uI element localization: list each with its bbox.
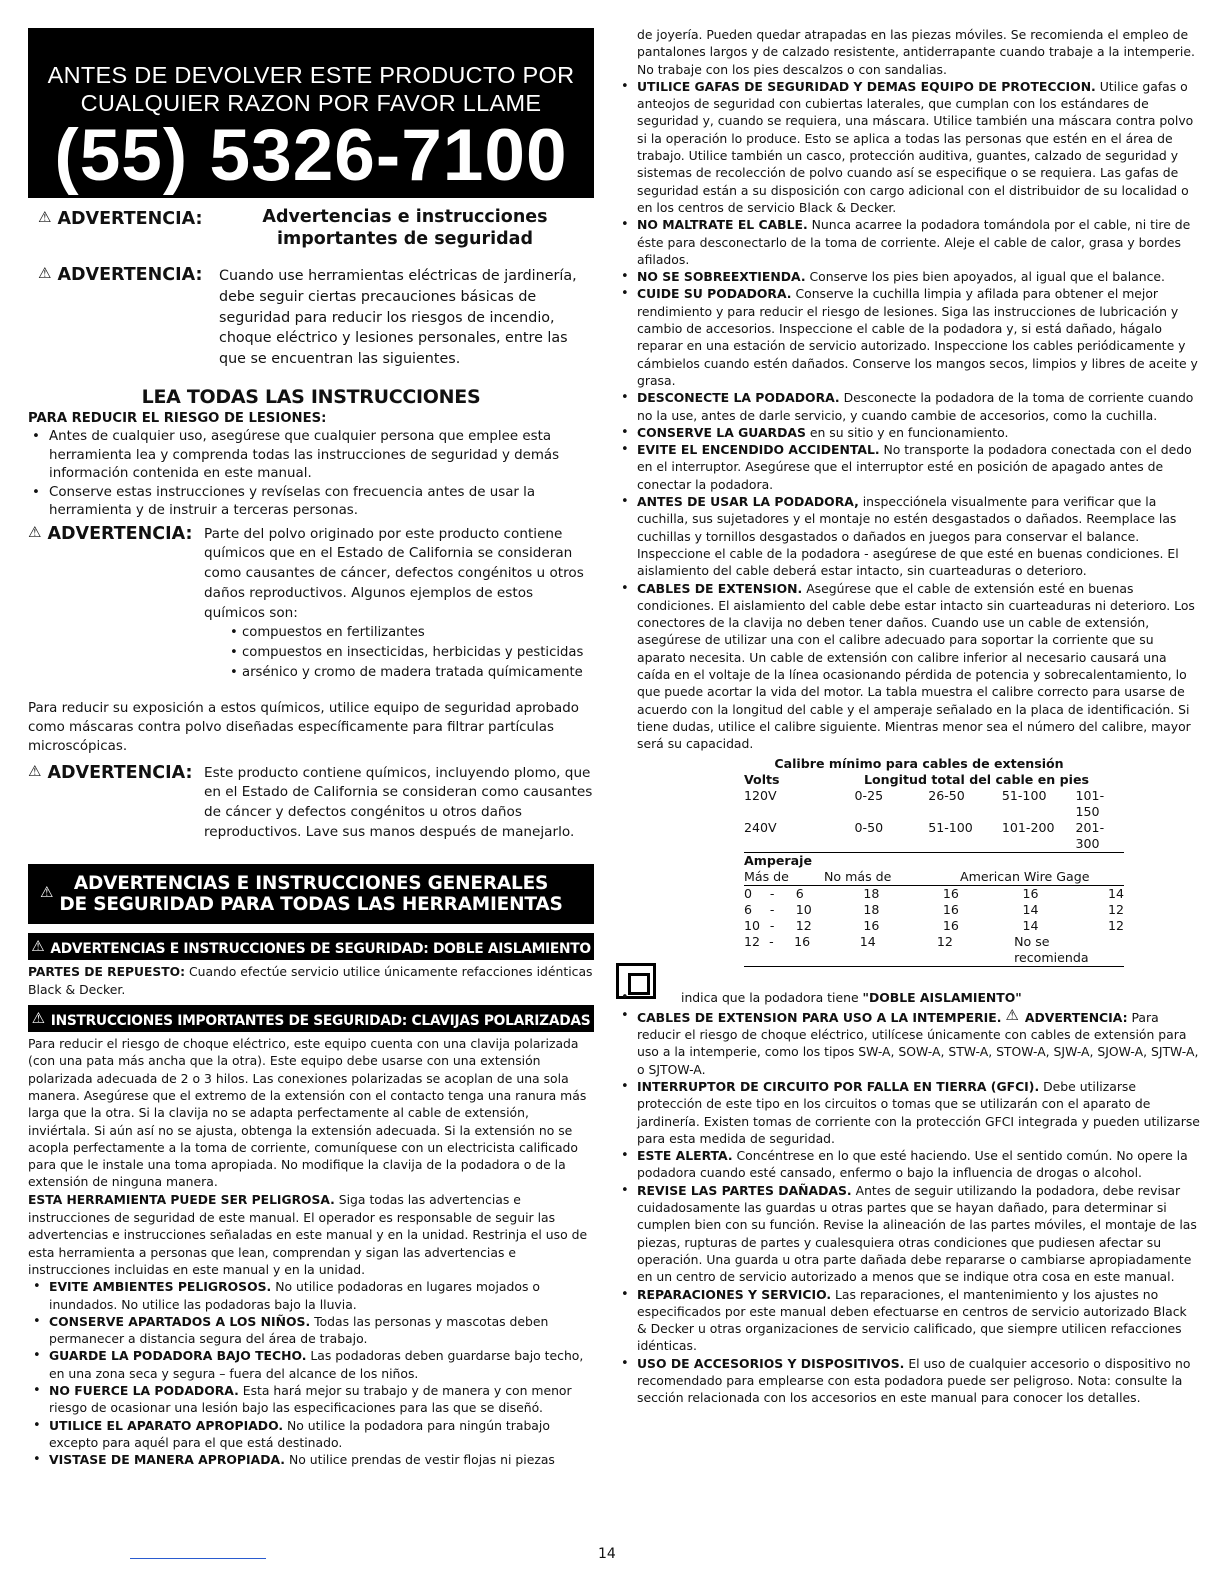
item-label: CABLES DE EXTENSION PARA USO A LA INTEMPERIE.	[637, 1009, 1002, 1025]
warning-lead	[28, 762, 594, 858]
item-text: Las podadoras deben guardarse bajo techo, en una zona seca y segura – fuera del alcance de los niños.	[49, 1348, 584, 1381]
amperage-header: Amperaje	[744, 853, 812, 869]
item-label: INTERRUPTOR DE CIRCUITO POR FALLA EN TIERRA (GFCI).	[637, 1078, 1040, 1094]
table-cell: 26-50	[928, 788, 965, 804]
clothing-continued: de joyería. Pueden quedar atrapadas en las piezas móviles. Se recomienda el empleo de pantalones largos y de calzado resistente, antiderrapante cuando trabaje a la intemperie. No trabaje con los pies descalzos o con sandalias.	[637, 27, 1195, 77]
list-item	[28, 1313, 594, 1348]
table-cell: No se recomienda	[1014, 934, 1089, 966]
item-text: Conserve la cuchilla limpia y afilada para obtener el mejor rendimiento y para reducir el riesgo de lesiones. Siga las instrucciones de lubricación y cambio de accesorios. Inspeccione el cable de la podadora y, si está dañado, hágalo reparar en una estación de servicio autorizado. Inspeccione los cables periódicamente y cámbielos cuando estén dañados. Conserve los mangos secos, limpios y libres de aceite y grasa.	[637, 286, 1198, 388]
item-text: Todas las personas y mascotas deben permanecer a distancia segura del área de trabajo.	[49, 1313, 549, 1347]
warning-triangle-icon: ⚠	[31, 936, 45, 955]
general-bar-line-1: ADVERTENCIAS E INSTRUCCIONES GENERALES	[73, 872, 549, 894]
banner-line-2: CUALQUIER RAZON POR FAVOR LLAME	[80, 90, 542, 116]
list-item	[28, 1382, 594, 1417]
list-item	[616, 1355, 1200, 1407]
list-item	[616, 389, 1200, 424]
table-cell: 16	[794, 934, 811, 950]
volts-header: Volts	[744, 772, 780, 788]
footer-rule	[130, 1558, 266, 1559]
item-label: ESTE ALERTA.	[637, 1148, 733, 1164]
general-bar-line-2: DE SEGURIDAD PARA TODAS LAS HERRAMIENTAS	[59, 893, 563, 915]
warning-precautions	[28, 262, 594, 382]
right-safety-list-2	[616, 989, 1200, 1406]
chemicals-list	[204, 623, 594, 682]
double-insulation-text: indica que la podadora tiene	[681, 990, 859, 1006]
item-label: USO DE ACCESORIOS Y DISPOSITIVOS.	[637, 1355, 905, 1371]
table-cell: 51-100	[928, 820, 973, 836]
table-cell: 101-200	[1001, 820, 1055, 836]
item-label: NO FUERCE LA PODADORA.	[49, 1383, 239, 1399]
table-cell: 16	[863, 918, 880, 934]
item-label: CUIDE SU PODADORA.	[637, 286, 792, 302]
table-cell: 14	[859, 934, 876, 950]
list-item	[28, 1451, 594, 1468]
warning-important	[28, 206, 594, 252]
table-row	[744, 902, 1124, 918]
list-item	[616, 216, 1200, 268]
warning-label: ADVERTENCIA:	[57, 209, 203, 229]
right-safety-list	[616, 78, 1200, 753]
item-text: Esta hará mejor su trabajo y de manera y con menor riesgo de ocasionar una lesión bajo las especificaciones para las que se diseñó.	[49, 1383, 572, 1416]
list-item	[616, 441, 1200, 493]
list-item	[616, 78, 1200, 216]
item-text: Utilice gafas o anteojos de seguridad con cubiertas laterales, que cumplan con los estándares de seguridad y, cuando se requiera, una máscara. Utilice también una máscara contra polvo si la operación lo produce. Esto se aplica a todas las personas que estén en el área de trabajo. Utilice también un casco, protección auditiva, guantes, calzado de seguridad y sistemas de recolección de polvo cuando así se especifique o se requiera. Las gafas de seguridad están a su disposición con cargo adicional con el distribuidor de su localidad o en los centros de servicio Black & Decker.	[637, 78, 1194, 215]
table-cell: 12	[1107, 918, 1125, 934]
polarized-bar-text: INSTRUCCIONES IMPORTANTES DE SEGURIDAD: CLAVIJAS POLARIZADAS	[50, 1013, 591, 1030]
warning-label: ADVERTENCIA:	[47, 762, 193, 783]
right-column	[616, 26, 1200, 1407]
awg-header: American Wire Gage	[960, 869, 1090, 885]
table-cell: 51-100	[1001, 788, 1047, 804]
item-text: Antes de seguir utilizando la podadora, debe revisar cuidadosamente las guardas u otras partes que se hayan dañado, para determinar si cumplen bien con su función. Revise la alineación de las partes móviles, el montaje de las piezas, rupturas de partes y cualesquiera otras condiciones que pudiesen afectar su operación. Una guarda u otra parte dañada debe repararse o cambiarse apropiadamente en un centro de servicio autorizado a menos que se indique otra cosa en este manual.	[637, 1182, 1197, 1285]
table-cell: 14	[1107, 886, 1125, 902]
table-cell: -	[769, 918, 775, 934]
double-insulation-bar	[28, 933, 594, 960]
replacement-parts-label: PARTES DE REPUESTO:	[28, 964, 186, 979]
list-item	[616, 989, 1200, 1006]
table-cell: 12	[795, 918, 812, 934]
table-cell: 101-150	[1075, 788, 1105, 820]
warning-triangle-icon: ⚠	[38, 208, 52, 226]
table-cell: 14	[1022, 918, 1039, 934]
exposure-text: Para reducir su exposición a estos químicos, utilice equipo de seguridad aprobado como máscaras contra polvo diseñadas específicamente para filtrar partículas microscópicas.	[28, 700, 579, 754]
dangerous-tool	[28, 1191, 594, 1278]
list-item	[616, 493, 1200, 579]
item-label: UTILICE EL APARATO APROPIADO.	[49, 1417, 284, 1433]
list-item	[28, 1417, 594, 1452]
table-cell: 16	[1022, 886, 1039, 902]
table-cell: -	[769, 886, 775, 902]
item-text: Asegúrese que el cable de extensión esté en buenas condiciones. El aislamiento del cable debe estar intacto sin cuarteaduras ni deterioro. Los conectores de la clavija no deben tener daños. Cuando use un cable de extensión, asegúrese de utilizar una con el calibre adecuado para soportar la corriente que su aparato necesita. Un cable de extensión con calibre inferior al necesario causará una caída en el voltaje de la línea ocasionando pérdida de potencia y sobrecalentamiento, lo que puede acortar la vida del motor. La tabla muestra el calibre correcto para usarse de acuerdo con la longitud del cable y el amperaje señalado en la placa de identificación. Si tiene dudas, utilice el calibre siguiente. Mientras menor sea el número del calibre, mayor será su capacidad.	[637, 580, 1195, 752]
item-text: No utilice podadoras en lugares mojados o inundados. No utilice las podadoras bajo la lluvia.	[49, 1279, 540, 1312]
item-label: REVISE LAS PARTES DAÑADAS.	[637, 1182, 852, 1198]
list-item: • Conserve estas instrucciones y revíselas con frecuencia antes de usar la herramienta y de instruir a terceras personas.	[28, 484, 594, 521]
table-cell: -	[769, 902, 775, 918]
table-row	[744, 820, 1124, 853]
warning-triangle-icon: ⚠	[40, 882, 54, 901]
list-item	[616, 1286, 1200, 1355]
table-cell: 12	[744, 934, 761, 950]
list-item	[616, 1147, 1200, 1182]
extension-cord-table	[744, 756, 1124, 967]
warning-triangle-icon: ⚠	[38, 264, 52, 282]
warning-lead-text: Este producto contiene químicos, incluyendo plomo, que en el Estado de California se consideran como causantes de cáncer y defectos congénitos u otros daños reproductivos. Lave sus manos después de manejarlo.	[204, 764, 593, 840]
table-row	[744, 788, 1124, 820]
page-number: 14	[598, 1546, 616, 1562]
left-safety-list	[28, 1278, 594, 1468]
warning-title-1: Advertencias e instrucciones	[262, 207, 548, 227]
return-banner	[28, 28, 594, 198]
list-item: • compuestos en insecticidas, herbicidas y pesticidas	[230, 643, 594, 663]
list-item	[28, 1347, 594, 1382]
item-text: Debe utilizarse protección de este tipo en los circuitos o tomas que se utilizarán con el aparato de jardinería. Existen tomas de corriente con la protección GFCI integrada y pueden utilizarse para esta medida de seguridad.	[637, 1078, 1200, 1146]
reduce-risk-list	[28, 428, 594, 521]
warning-dust-text: Parte del polvo originado por este producto contiene químicos que en el Estado de California se consideran como causantes de cáncer, defectos congénitos u otros daños reproductivos. Algunos ejemplos de estos químicos son:	[204, 525, 584, 621]
list-item	[616, 1007, 1200, 1078]
warning-triangle-icon: ⚠	[31, 1009, 45, 1028]
list-item	[616, 1078, 1200, 1147]
length-header: Longitud total del cable en pies	[864, 772, 1089, 788]
item-text: No utilice la podadora para ningún trabajo excepto para aquél para el que está destinado.	[49, 1417, 550, 1450]
table-row	[744, 918, 1124, 934]
replacement-parts-text: Cuando efectúe servicio utilice únicamente refacciones idénticas Black & Decker.	[28, 963, 593, 997]
item-label: ANTES DE USAR LA PODADORA,	[637, 494, 859, 510]
table-cell: 240V	[744, 820, 777, 836]
table-cell: 12	[936, 934, 953, 950]
item-label: CONSERVE APARTADOS A LOS NIÑOS.	[49, 1313, 311, 1329]
item-label: CONSERVE LA GUARDAS	[637, 424, 806, 440]
item-text: Concéntrese en lo que esté haciendo. Use el sentido común. No opere la podadora cuando esté cansado, enfermo o bajo la influencia de drogas o alcohol.	[637, 1148, 1188, 1181]
table-cell: 6	[744, 902, 753, 918]
item-label: NO MALTRATE EL CABLE.	[637, 217, 808, 233]
item-label: CABLES DE EXTENSION.	[637, 580, 803, 596]
read-all-heading: LEA TODAS LAS INSTRUCCIONES	[141, 386, 481, 408]
item-label: EVITE EL ENCENDIDO ACCIDENTAL.	[637, 442, 880, 458]
warning-dust	[28, 523, 594, 699]
no-more-than-header: No más de	[824, 869, 892, 885]
table-row	[744, 886, 1124, 902]
list-item: • Antes de cualquier uso, asegúrese que cualquier persona que emplee esta herramienta lea y comprenda todas las instrucciones de seguridad y demás información contenida en este manual.	[28, 428, 594, 484]
table-cell: 16	[942, 918, 959, 934]
table-cell: 16	[942, 886, 959, 902]
item-text: Conserve los pies bien apoyados, al igual que el balance.	[809, 269, 1165, 285]
item-text: No transporte la podadora conectada con el dedo en el interruptor. Asegúrese que el interruptor esté en posición de apagado antes de conectar la podadora.	[637, 442, 1192, 492]
dangerous-tool-label: ESTA HERRAMIENTA PUEDE SER PELIGROSA.	[28, 1192, 335, 1207]
table-cell: 10	[744, 918, 761, 934]
warning-triangle-icon: ⚠	[1005, 1005, 1019, 1024]
table-cell: 14	[1022, 902, 1039, 918]
item-label-2: ADVERTENCIA:	[1024, 1009, 1128, 1025]
item-text: No utilice prendas de vestir flojas ni piezas	[288, 1452, 555, 1468]
list-item	[616, 285, 1200, 389]
banner-line-1: ANTES DE DEVOLVER ESTE PRODUCTO POR	[47, 62, 575, 88]
list-item	[28, 1278, 594, 1313]
warning-label: ADVERTENCIA:	[57, 265, 203, 285]
item-label: NO SE SOBREEXTIENDA.	[637, 269, 806, 285]
warning-label: ADVERTENCIA:	[47, 523, 193, 544]
table-cell: 0	[744, 886, 753, 902]
table-subheader-row	[744, 869, 1124, 886]
list-item: • arsénico y cromo de madera tratada químicamente	[230, 663, 594, 683]
table-row	[744, 934, 1124, 967]
double-insulation-label: "DOBLE AISLAMIENTO"	[862, 990, 1022, 1006]
table-header-row	[744, 772, 1124, 788]
warning-triangle-icon: ⚠	[28, 522, 42, 541]
item-label: VISTASE DE MANERA APROPIADA.	[49, 1452, 286, 1468]
warning-triangle-icon: ⚠	[28, 761, 42, 780]
banner-phone: (55) 5326-7100	[54, 115, 568, 196]
item-label: UTILICE GAFAS DE SEGURIDAD Y DEMAS EQUIPO DE PROTECCION.	[637, 78, 1096, 94]
table-cell: 12	[1107, 902, 1125, 918]
double-insulation-note	[616, 989, 1200, 1406]
item-text: El uso de cualquier accesorio o dispositivo no recomendado para emplearse con esta podadora puede ser peligroso. Nota: consulte la sección relacionada con los accesorios en este manual para conocer los detalles.	[637, 1355, 1191, 1406]
dangerous-tool-text: Siga todas las advertencias e instrucciones de seguridad de este manual. El operador es responsable de seguir las advertencias e instrucciones señaladas en este manual y en la unidad. Restrinja el uso de esta herramienta a personas que lean, comprendan y sigan las advertencias e instrucciones incluidas en este manual y en la unidad.	[28, 1191, 588, 1277]
item-label: EVITE AMBIENTES PELIGROSOS.	[49, 1279, 272, 1295]
item-label: DESCONECTE LA PODADORA.	[637, 390, 840, 406]
warning-precautions-text: Cuando use herramientas eléctricas de jardinería, debe seguir ciertas precauciones básicas de seguridad para reducir los riesgos de incendio, choque eléctrico y lesiones personales, entre las que se encuentran las siguientes.	[219, 268, 577, 368]
item-text: Nunca acarree la podadora tomándola por el cable, ni tire de éste para desconectarlo de la toma de corriente. Aleje el cable de calor, grasa y bordes afilados.	[637, 217, 1191, 267]
table-cell: 18	[863, 902, 880, 918]
polarized-text: Para reducir el riesgo de choque eléctrico, este equipo cuenta con una clavija polarizada (con una pata más ancha que la otra). Este equipo debe usarse con una extensión polarizada adecuada de 2 o 3 hilos. Las conexiones polarizadas se acoplan de una sola manera. Asegúrese que el extremo de la extensión con el contacto tenga una ranura más larga que la otra. Si la clavija no se adapta perfectamente al cable de extensión, inviértala. Si aún así no se ajusta, obtenga la extensión adecuada. Si la extensión no se acopla perfectamente a la toma de corriente, comuníquese con un electricista calificado para que le instale una toma apropiada. No modifique la clavija de la podadora o de la extensión de ninguna manera.	[28, 1036, 587, 1190]
table-cell: 6	[795, 886, 804, 902]
item-label: REPARACIONES Y SERVICIO.	[637, 1286, 832, 1302]
table-cell: 201-300	[1075, 820, 1105, 852]
table-cell: 10	[795, 902, 812, 918]
warning-title-2: importantes de seguridad	[276, 229, 534, 249]
list-item	[616, 268, 1200, 285]
more-than-header: Más de	[744, 869, 789, 885]
polarized-plugs-bar	[28, 1005, 594, 1032]
table-caption: Calibre mínimo para cables de extensión	[774, 756, 1064, 772]
list-item	[616, 1182, 1200, 1286]
reduce-risk-heading: PARA REDUCIR EL RIESGO DE LESIONES:	[28, 411, 327, 426]
table-cell: 18	[863, 886, 880, 902]
item-text: en su sitio y en funcionamiento.	[809, 424, 1009, 440]
left-column	[28, 26, 594, 1469]
item-text: Las reparaciones, el mantenimiento y los ajustes no especificados por este manual deben efectuarse en centros de servicio autorizado Black & Decker u otras organizaciones de servicio calificado, que siempre utilicen refacciones idénticas.	[637, 1286, 1187, 1354]
replacement-parts	[28, 963, 594, 999]
list-item	[616, 580, 1200, 753]
table-cell: 0-50	[854, 820, 884, 836]
item-label: GUARDE LA PODADORA BAJO TECHO.	[49, 1348, 307, 1364]
table-cell: -	[769, 934, 774, 950]
item-text: inspecciónela visualmente para verificar que la cuchilla, sus sujetadores y el montaje no estén desgastados o dañados. Reemplace las cuchillas y tornillos desgastados o dañados en juegos para conservar el balance. Inspeccione el cable de la podadora - asegúrese de que esté en buenas condiciones. El aislamiento del cable deberá estar intacto, sin cuarteaduras o deterioro.	[637, 494, 1179, 579]
double-insulation-bar-text: ADVERTENCIAS E INSTRUCCIONES DE SEGURIDAD: DOBLE AISLAMIENTO	[50, 940, 591, 957]
table-cell: 0-25	[854, 788, 884, 804]
item-text: Para reducir el riesgo de choque eléctrico, utilícese únicamente con cables de extensión para uso a la intemperie, como los tipos SW-A, SOW-A, STW-A, STOW-A, SJW-A, SJOW-A, SJTW-A, o SJTOW-A.	[637, 1009, 1199, 1077]
item-text: Desconecte la podadora de la toma de corriente cuando no la use, antes de darle servicio, y cuando cambie de accesorios, como la cuchilla.	[637, 390, 1194, 423]
table-cell: 120V	[744, 788, 777, 804]
general-safety-bar	[28, 864, 594, 924]
list-item: • compuestos en fertilizantes	[230, 623, 594, 643]
table-cell: 16	[942, 902, 959, 918]
list-item	[616, 424, 1200, 441]
